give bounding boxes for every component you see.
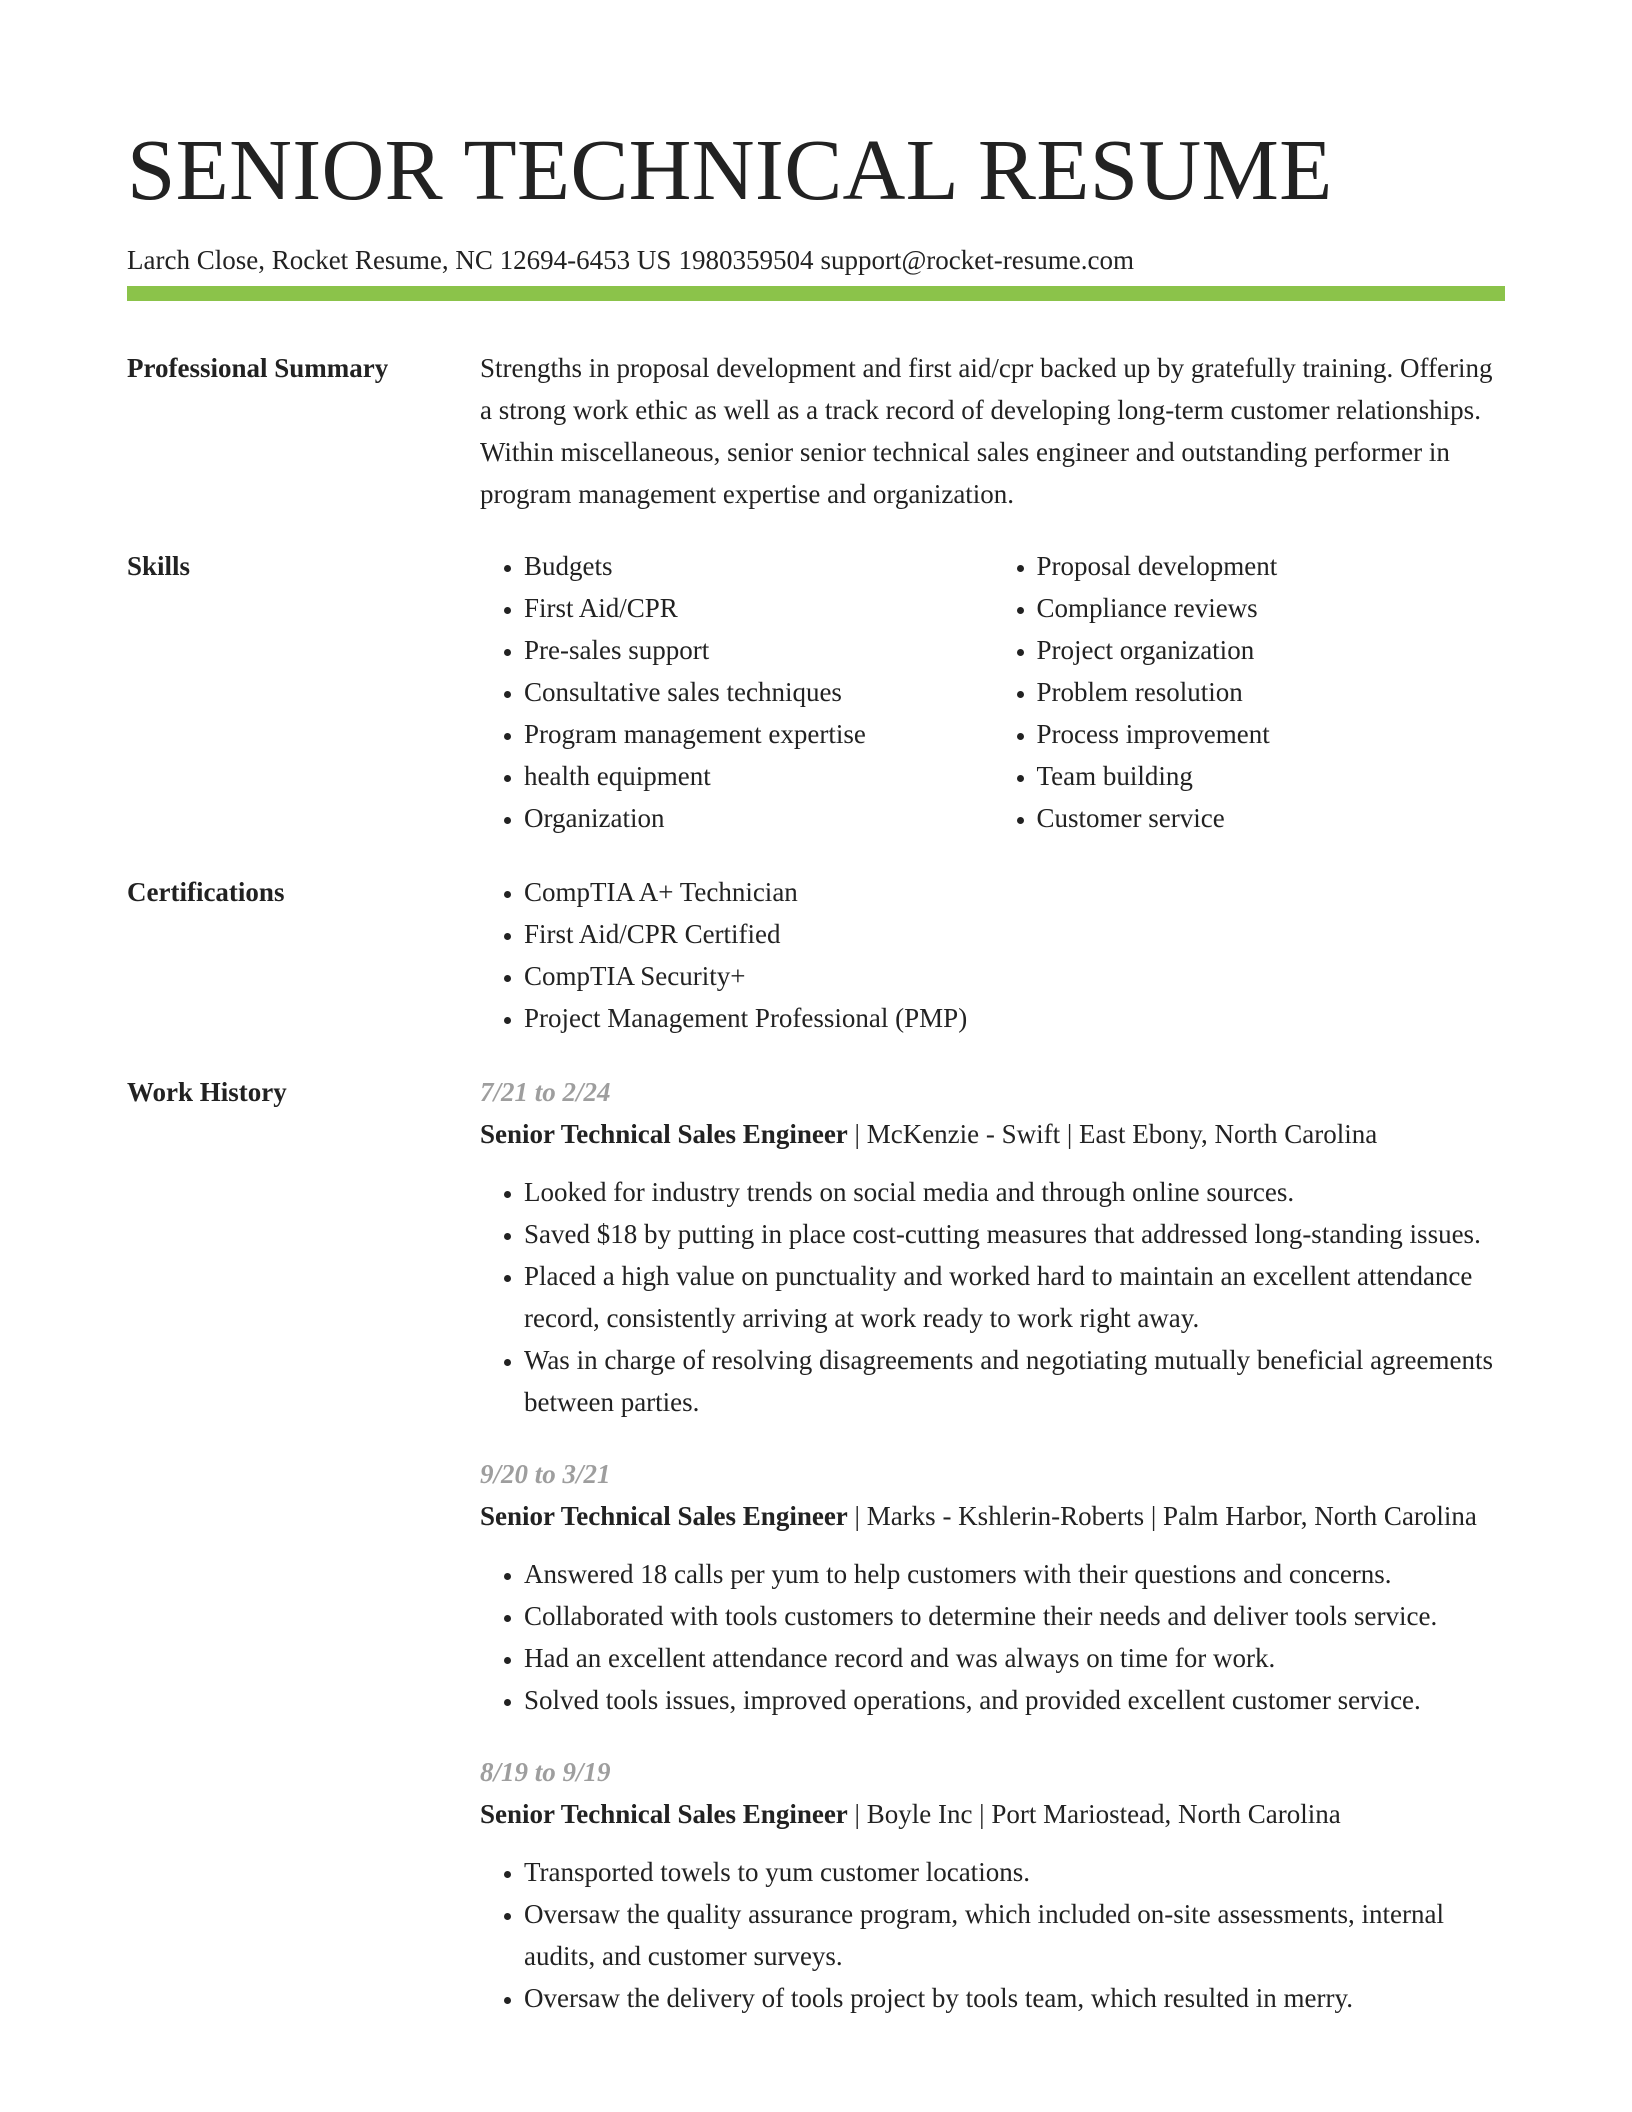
job-heading — [480, 1113, 1505, 1155]
job-employer-location: | McKenzie - Swift | East Ebony, North Carolina — [847, 1119, 1378, 1149]
job-title: Senior Technical Sales Engineer — [480, 1501, 848, 1531]
skill-item: • Compliance reviews — [1037, 587, 1506, 629]
skill-item: • Pre-sales support — [524, 629, 993, 671]
skill-item: • Consultative sales techniques — [524, 671, 993, 713]
contact-address: Larch Close, Rocket Resume, NC 12694-6453 US — [127, 245, 672, 275]
job-duty: • Looked for industry trends on social media and through online sources. — [524, 1171, 1505, 1213]
job-entry — [480, 1071, 1505, 1423]
job-employer-location: | Marks - Kshlerin-Roberts | Palm Harbor, North Carolina — [847, 1501, 1477, 1531]
job-duty: • Saved $18 by putting in place cost-cutting measures that addressed long-standing issues. — [524, 1213, 1505, 1255]
job-entry — [480, 1751, 1505, 2019]
job-duty: • Solved tools issues, improved operations, and provided excellent customer service. — [524, 1679, 1505, 1721]
certifications-label: Certifications — [127, 877, 285, 907]
skill-item: • health equipment — [524, 755, 993, 797]
job-entry — [480, 1453, 1505, 1721]
job-heading — [480, 1495, 1505, 1537]
resume-title: SENIOR TECHNICAL RESUME — [127, 121, 1333, 218]
certifications-content — [480, 871, 1505, 1039]
job-duties-list — [480, 1171, 1505, 1423]
skill-item: • First Aid/CPR — [524, 587, 993, 629]
skill-item: • Budgets — [524, 545, 993, 587]
job-duty: • Transported towels to yum customer locations. — [524, 1851, 1505, 1893]
work-history-content — [480, 1071, 1505, 2019]
job-duty: • Had an excellent attendance record and was always on time for work. — [524, 1637, 1505, 1679]
skill-item: • Customer service — [1037, 797, 1506, 839]
job-dates: 7/21 to 2/24 — [480, 1077, 611, 1107]
certification-item: • First Aid/CPR Certified — [524, 913, 1505, 955]
skill-item: • Process improvement — [1037, 713, 1506, 755]
job-duty: • Placed a high value on punctuality and worked hard to maintain an excellent attendance record, consistently arriving at work ready to work right away. — [524, 1255, 1505, 1339]
work-history-label: Work History — [127, 1077, 287, 1107]
skills-content — [480, 545, 1505, 839]
certification-item: • CompTIA A+ Technician — [524, 871, 1505, 913]
contact-email: support@rocket-resume.com — [820, 245, 1134, 275]
skill-item: • Program management expertise — [524, 713, 993, 755]
resume-header — [127, 118, 1505, 278]
skill-item: • Organization — [524, 797, 993, 839]
job-duty: • Oversaw the quality assurance program, which included on-site assessments, internal audits, and customer surveys. — [524, 1893, 1505, 1977]
job-duties-list — [480, 1851, 1505, 2019]
job-heading — [480, 1793, 1505, 1835]
skills-label: Skills — [127, 551, 191, 581]
skill-item: • Team building — [1037, 755, 1506, 797]
skills-list-left — [480, 545, 993, 839]
skill-item: • Proposal development — [1037, 545, 1506, 587]
job-duty: • Oversaw the delivery of tools project by tools team, which resulted in merry. — [524, 1977, 1505, 2019]
summary-text: Strengths in proposal development and first aid/cpr backed up by gratefully training. Offering a strong work ethic as well as a track record of developing long-term customer relationships. Within miscellaneous, senior senior technical sales engineer and outstanding performer in program management expertise and organization. — [480, 353, 1493, 509]
job-duty: • Collaborated with tools customers to determine their needs and deliver tools service. — [524, 1595, 1505, 1637]
job-dates: 9/20 to 3/21 — [480, 1459, 611, 1489]
skills-list-right — [993, 545, 1506, 839]
skill-item: • Problem resolution — [1037, 671, 1506, 713]
job-duty: • Answered 18 calls per yum to help customers with their questions and concerns. — [524, 1553, 1505, 1595]
job-duties-list — [480, 1553, 1505, 1721]
header-divider — [127, 286, 1505, 301]
certification-item: • Project Management Professional (PMP) — [524, 997, 1505, 1039]
job-title: Senior Technical Sales Engineer — [480, 1119, 848, 1149]
summary-label: Professional Summary — [127, 353, 389, 383]
skill-item: • Project organization — [1037, 629, 1506, 671]
certification-item: • CompTIA Security+ — [524, 955, 1505, 997]
contact-line — [127, 242, 1505, 278]
job-duty: • Was in charge of resolving disagreements and negotiating mutually beneficial agreements between parties. — [524, 1339, 1505, 1423]
job-employer-location: | Boyle Inc | Port Mariostead, North Carolina — [847, 1799, 1341, 1829]
summary-content — [480, 347, 1505, 515]
certifications-list — [480, 871, 1505, 1039]
contact-phone: 1980359504 — [678, 245, 814, 275]
job-dates: 8/19 to 9/19 — [480, 1757, 611, 1787]
job-title: Senior Technical Sales Engineer — [480, 1799, 848, 1829]
